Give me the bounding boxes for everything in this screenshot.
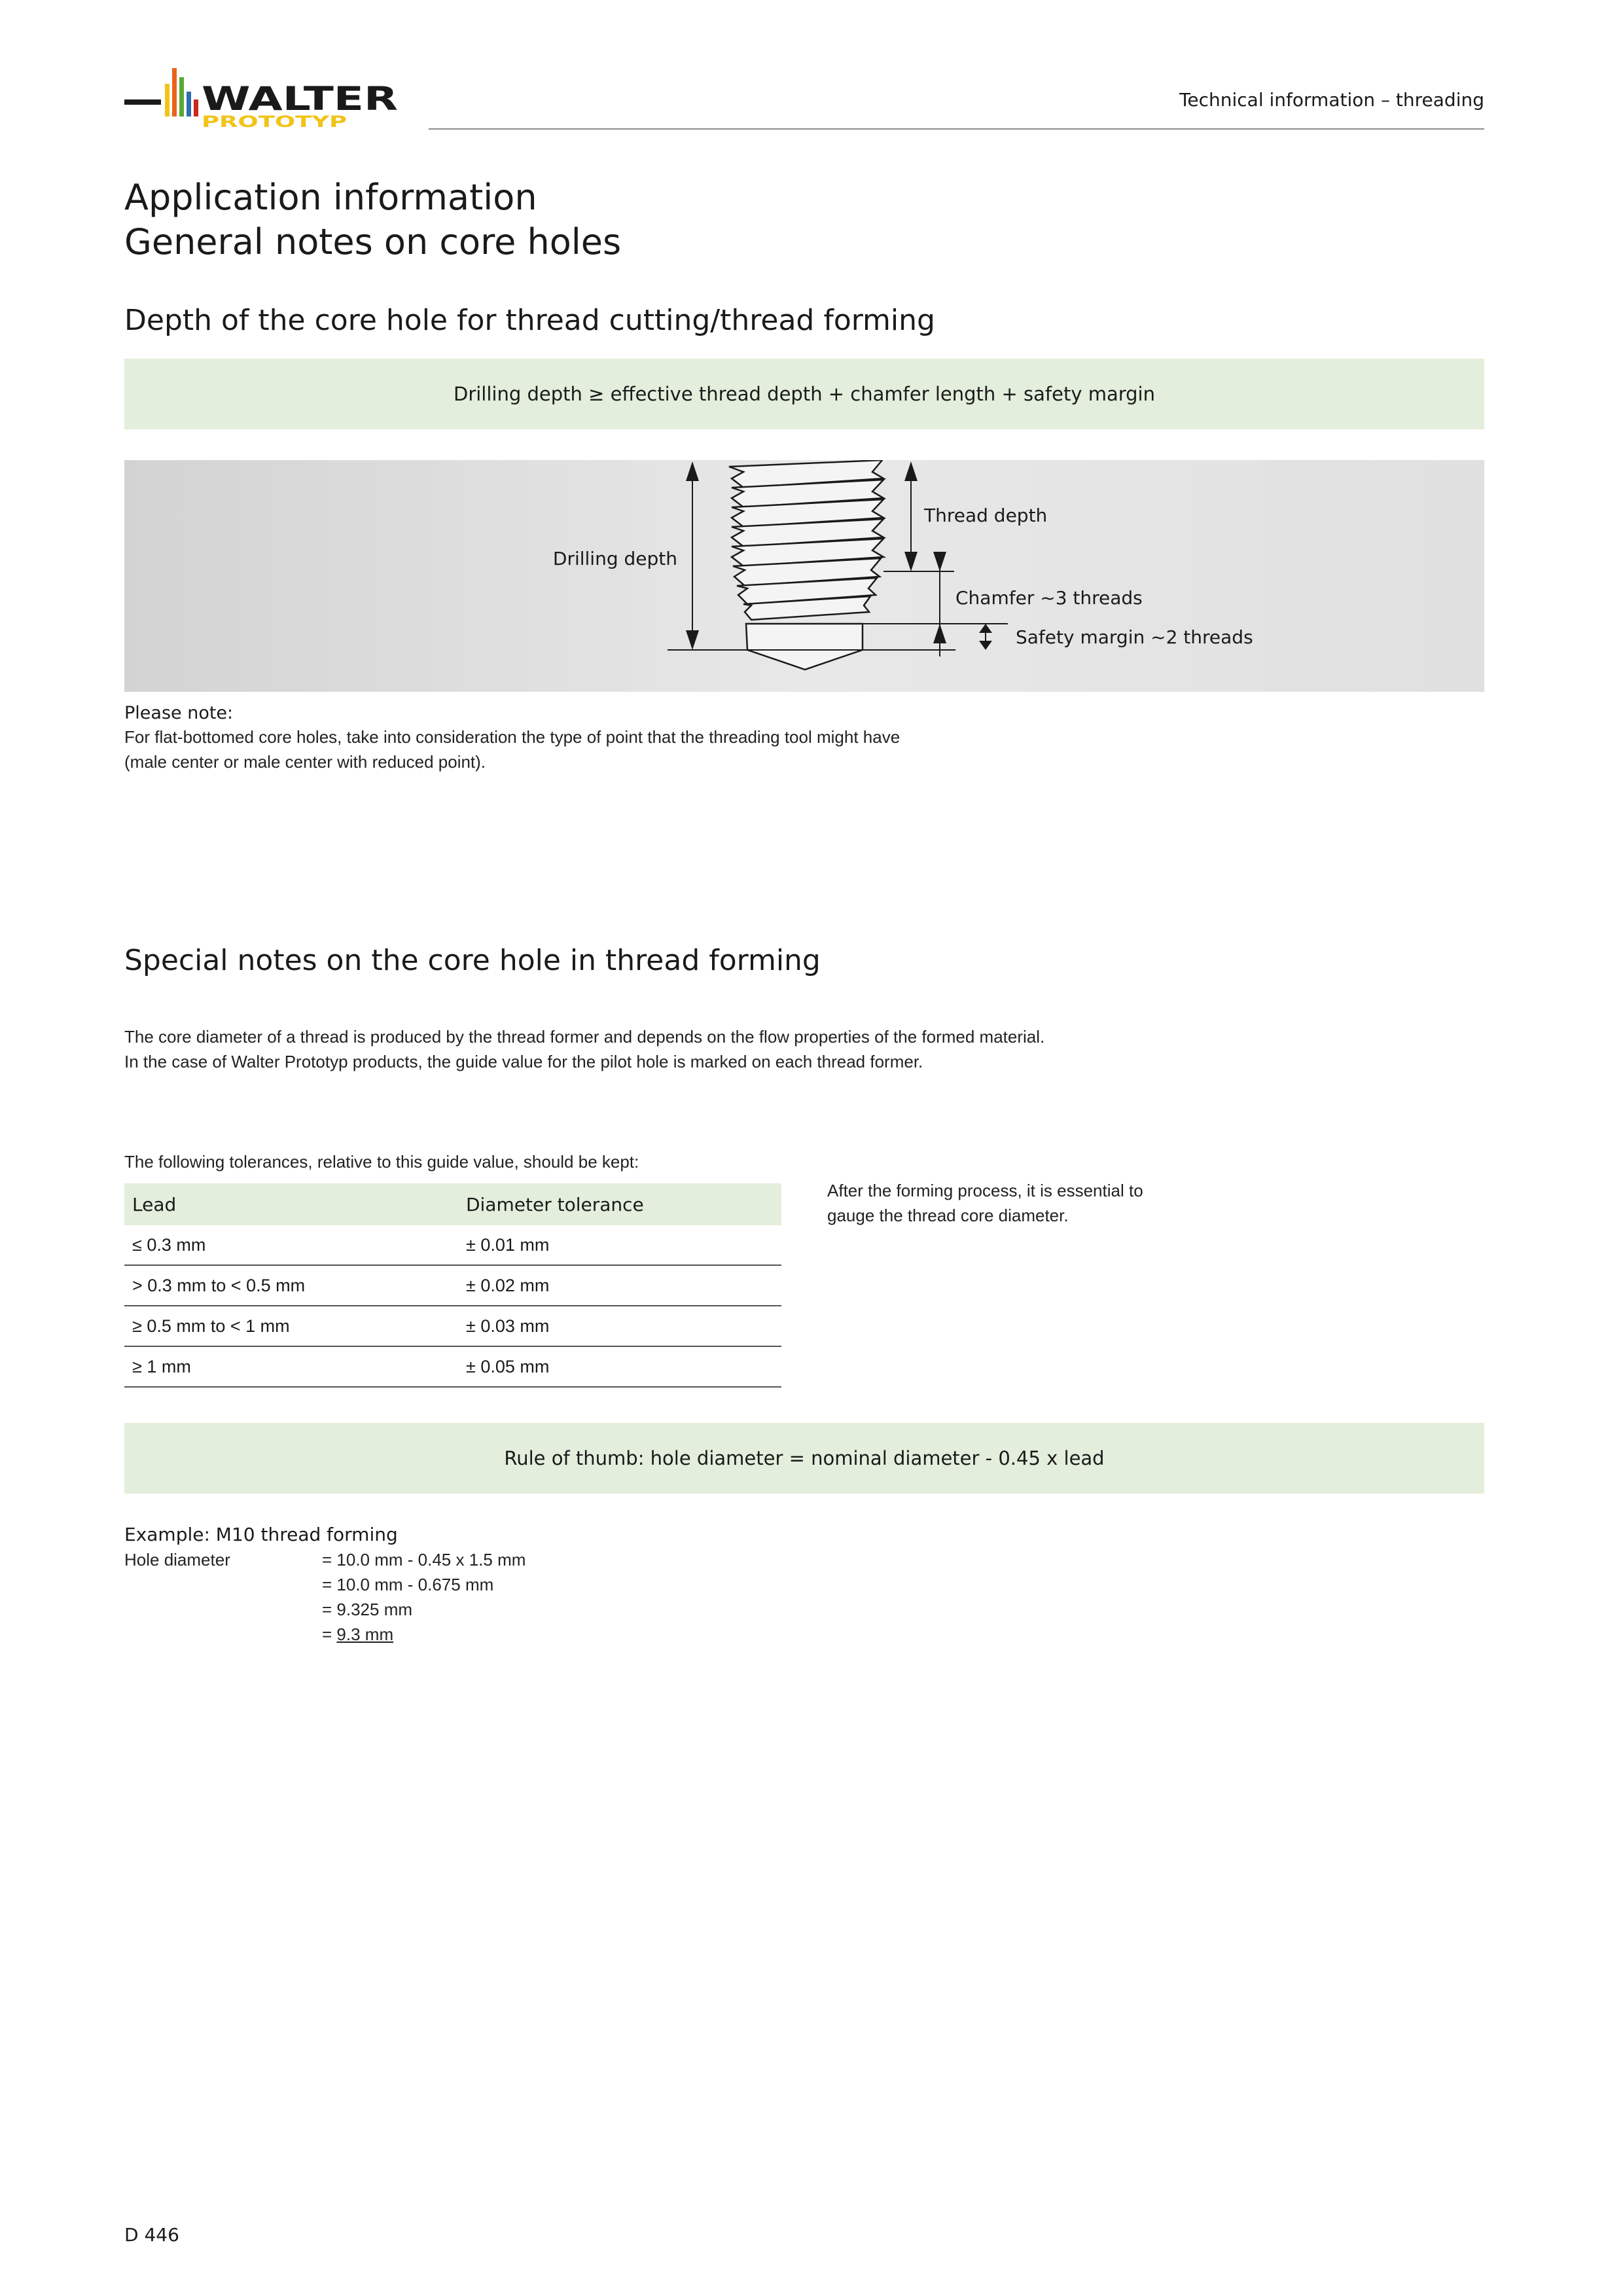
page-title-line1: Application information	[124, 177, 537, 218]
note-line-1: For flat-bottomed core holes, take into consideration the type of point that the threading tool might have	[124, 727, 901, 747]
header-section-label: Technical information – threading	[1179, 89, 1484, 111]
logo-bar-blue	[187, 92, 191, 117]
table-row	[124, 1346, 781, 1387]
thread-profile	[729, 460, 883, 620]
page-title-line2: General notes on core holes	[124, 221, 622, 262]
calc-result-line	[322, 1622, 393, 1647]
drilling-depth-formula-box	[124, 359, 1484, 429]
forming-paragraph-line-1: The core diameter of a thread is produced by the thread former and depends on the flow properties of the formed material.	[124, 1027, 1045, 1047]
cell-tolerance: ± 0.01 mm	[458, 1225, 781, 1265]
example-label: Hole diameter	[124, 1550, 230, 1570]
cell-lead: > 0.3 mm to < 0.5 mm	[124, 1265, 458, 1306]
calc-line: = 10.0 mm - 0.45 x 1.5 mm	[322, 1550, 526, 1570]
calc-line: = 10.0 mm - 0.675 mm	[322, 1575, 494, 1594]
depth-section-heading: Depth of the core hole for thread cutting/thread forming	[124, 304, 935, 337]
rule-of-thumb-box	[124, 1423, 1484, 1494]
logo-bar-orange	[172, 68, 177, 117]
column-header-lead: Lead	[124, 1183, 458, 1225]
logo-brand-bottom: PROTOTYP	[202, 113, 347, 131]
core-hole-depth-diagram	[124, 460, 1484, 692]
cell-lead: ≤ 0.3 mm	[124, 1225, 458, 1265]
side-note-line-2: gauge the thread core diameter.	[827, 1206, 1069, 1225]
logo-bar-green	[179, 77, 184, 117]
table-header-row	[124, 1183, 781, 1225]
label-chamfer: Chamfer ~3 threads	[955, 587, 1143, 609]
calc-line: = 9.325 mm	[322, 1600, 413, 1619]
tolerance-intro: The following tolerances, relative to this guide value, should be kept:	[124, 1152, 639, 1172]
logo-bar-yellow	[165, 84, 169, 117]
cell-tolerance: ± 0.02 mm	[458, 1265, 781, 1306]
calc-result-prefix: =	[322, 1624, 337, 1644]
logo-dash	[124, 99, 161, 105]
label-safety-margin: Safety margin ~2 threads	[1016, 626, 1253, 648]
label-thread-depth: Thread depth	[924, 505, 1048, 526]
forming-section-heading: Special notes on the core hole in thread forming	[124, 944, 821, 977]
example-title: Example: M10 thread forming	[124, 1524, 398, 1545]
note-title: Please note:	[124, 703, 234, 723]
table-row	[124, 1306, 781, 1346]
logo-brand-top: WALTER	[202, 80, 398, 118]
cell-lead: ≥ 0.5 mm to < 1 mm	[124, 1306, 458, 1346]
header-divider	[429, 128, 1484, 130]
table-row	[124, 1225, 781, 1265]
walter-prototyp-logo	[124, 59, 399, 131]
drilling-depth-formula: Drilling depth ≥ effective thread depth + chamfer length + safety margin	[454, 383, 1155, 405]
cell-lead: ≥ 1 mm	[124, 1346, 458, 1387]
forming-paragraph-line-2: In the case of Walter Prototyp products, the guide value for the pilot hole is marked on each thread former.	[124, 1052, 923, 1071]
side-note-line-1: After the forming process, it is essential to	[827, 1181, 1143, 1200]
note-line-2: (male center or male center with reduced point).	[124, 752, 486, 772]
logo-bar-red	[194, 99, 198, 117]
cell-tolerance: ± 0.05 mm	[458, 1346, 781, 1387]
table-row	[124, 1265, 781, 1306]
rule-of-thumb-text: Rule of thumb: hole diameter = nominal diameter - 0.45 x lead	[504, 1447, 1105, 1469]
cell-tolerance: ± 0.03 mm	[458, 1306, 781, 1346]
calc-result-value: 9.3 mm	[336, 1624, 394, 1644]
label-drilling-depth: Drilling depth	[552, 548, 677, 569]
column-header-diameter-tolerance: Diameter tolerance	[458, 1183, 781, 1225]
page-number: D 446	[124, 2224, 179, 2246]
tolerance-table	[124, 1183, 781, 1388]
